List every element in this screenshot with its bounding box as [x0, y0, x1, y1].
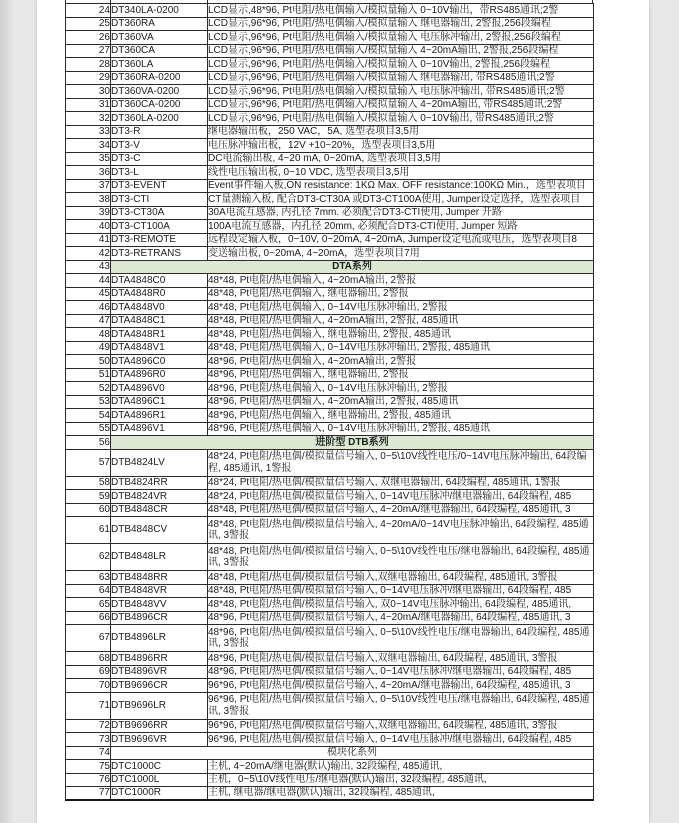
- description-cell: 48*48, Pt电阻/热电偶/模拟量信号输入, 4~20mA/继电器输出, 64段编程, 485通讯, 3: [208, 503, 594, 517]
- description-cell: 48*24, Pt电阻/热电偶/模拟量信号输入, 0~14V电压脉冲/继电器输出, 64段编程, 485: [208, 490, 594, 504]
- description-cell: 48*24, Pt电阻/热电偶/模拟量信号输入, 双继电器输出, 64段编程, 485通讯, 1警报: [208, 476, 594, 490]
- table-row: [66, 341, 594, 355]
- row-number-cell: 73: [66, 733, 111, 747]
- row-number-cell: 69: [66, 665, 111, 679]
- section-row: [66, 436, 594, 450]
- row-number-cell: 68: [66, 652, 111, 666]
- row-number-cell: 52: [66, 382, 111, 396]
- row-number-cell: 44: [66, 274, 111, 288]
- model-cell: DTB4896CR: [111, 611, 208, 625]
- table-row: [66, 625, 594, 652]
- row-number-cell: 54: [66, 409, 111, 423]
- model-cell: DTA4896V0: [111, 382, 208, 396]
- row-number-cell: 75: [66, 760, 111, 774]
- table-row: [66, 98, 594, 112]
- table-row: [66, 611, 594, 625]
- table-row: [66, 787, 594, 801]
- row-number-cell: 40: [66, 220, 111, 234]
- description-cell: 变送输出板, 0~20mA, 4~20mA，选型表项目7用: [208, 247, 594, 261]
- row-number-cell: 43: [66, 260, 111, 274]
- table-row: [66, 409, 594, 423]
- row-number-cell: 65: [66, 598, 111, 612]
- description-cell: CT量测输入板, 配合DT3-CT30A 或DT3-CT100A使用, Jumper设定选择，选型表项目: [208, 193, 594, 207]
- model-cell: DT3-CT100A: [111, 220, 208, 234]
- row-number-cell: 35: [66, 152, 111, 166]
- model-cell: DT3-CT30A: [111, 206, 208, 220]
- model-cell: DTB9696VR: [111, 733, 208, 747]
- model-cell: DTB4824LV: [111, 449, 208, 476]
- description-cell: 48*96, Pt电阻/热电偶输入, 0~14V电压脉冲输出, 2警报, 485通讯: [208, 422, 594, 436]
- row-number-cell: 63: [66, 571, 111, 585]
- row-number-cell: 49: [66, 341, 111, 355]
- description-cell: LCD显示,96*96, Pt电阻/热电偶输入/模拟量输入 4~20mA输出, 带RS485通讯;2警: [208, 98, 594, 112]
- row-number-cell: 71: [66, 692, 111, 719]
- description-cell: 线性电压输出板, 0~10 VDC, 选型表项目3,5用: [208, 166, 594, 180]
- row-number-cell: 48: [66, 328, 111, 342]
- model-cell: DTB4848RR: [111, 571, 208, 585]
- description-cell: 48*96, Pt电阻/热电偶输入, 4~20mA输出, 2警报, 485通讯: [208, 395, 594, 409]
- row-number-cell: 53: [66, 395, 111, 409]
- row-number-cell: 28: [66, 58, 111, 72]
- table-row: [66, 17, 594, 31]
- row-number-cell: 74: [66, 746, 111, 760]
- table-row: [66, 301, 594, 315]
- table-row: [66, 476, 594, 490]
- table-row: [66, 4, 594, 18]
- description-cell: 主机，0~5\10V线性电压/继电器(默认)输出, 32段编程, 485通讯,: [208, 773, 594, 787]
- row-number-cell: 29: [66, 71, 111, 85]
- row-number-cell: 34: [66, 139, 111, 153]
- model-cell: DT3-EVENT: [111, 179, 208, 193]
- model-cell: DTB4824RR: [111, 476, 208, 490]
- row-number-cell: 39: [66, 206, 111, 220]
- model-cell: DTB9696RR: [111, 719, 208, 733]
- table-row: [66, 490, 594, 504]
- section-row: [66, 746, 594, 760]
- section-row: [66, 260, 594, 274]
- model-cell: DTA4848V1: [111, 341, 208, 355]
- table-row: [66, 665, 594, 679]
- row-number-cell: 42: [66, 247, 111, 261]
- model-cell: DTA4896V1: [111, 422, 208, 436]
- model-cell: DT340LA-0200: [111, 4, 208, 18]
- model-cell: DT3-C: [111, 152, 208, 166]
- model-cell: DT360LA: [111, 58, 208, 72]
- model-cell: DT360LA-0200: [111, 112, 208, 126]
- row-number-cell: 33: [66, 125, 111, 139]
- table-row: [66, 58, 594, 72]
- description-cell: 48*24, Pt电阻/热电偶/模拟量信号输入, 0~5\10V线性电压/0~14V电压脉冲输出, 64段编程, 485通讯, 1警报: [208, 449, 594, 476]
- row-number-cell: 57: [66, 449, 111, 476]
- table-row: [66, 679, 594, 693]
- table-row: [66, 449, 594, 476]
- model-cell: DTA4848C1: [111, 314, 208, 328]
- row-number-cell: 70: [66, 679, 111, 693]
- row-number-cell: 64: [66, 584, 111, 598]
- model-cell: DTA4848R0: [111, 287, 208, 301]
- table-row: [66, 382, 594, 396]
- model-cell: DT3-CTI: [111, 193, 208, 207]
- description-cell: DC电流输出板, 4~20 mA, 0~20mA, 选型表项目3,5用: [208, 152, 594, 166]
- description-cell: 48*96, Pt电阻/热电偶/模拟量信号输入, 0~5\10V线性电压/继电器输出, 64段编程, 485通讯, 3警报: [208, 625, 594, 652]
- table-row: [66, 355, 594, 369]
- model-cell: DTA4896C1: [111, 395, 208, 409]
- description-cell: 96*96, Pt电阻/热电偶/模拟量信号输入, 4~20mA/继电器输出, 64段编程, 485通讯, 3: [208, 679, 594, 693]
- description-cell: 48*48, Pt电阻/热电偶输入, 4~20mA输出, 2警报: [208, 274, 594, 288]
- description-cell: 48*48, Pt电阻/热电偶输入, 0~14V电压脉冲输出, 2警报: [208, 301, 594, 315]
- model-cell: DTB4848CR: [111, 503, 208, 517]
- row-number-cell: 66: [66, 611, 111, 625]
- row-number-cell: 50: [66, 355, 111, 369]
- row-number-cell: 60: [66, 503, 111, 517]
- table-row: [66, 395, 594, 409]
- row-number-cell: 62: [66, 544, 111, 571]
- description-cell: Event事件输入板,ON resistance: 1KΩ Max. OFF resistance:100KΩ Min.，选型表项目: [208, 179, 594, 193]
- row-number-cell: 67: [66, 625, 111, 652]
- model-cell: DT360RA: [111, 17, 208, 31]
- model-cell: DTA4848V0: [111, 301, 208, 315]
- description-cell: 48*96, Pt电阻/热电偶输入, 0~14V电压脉冲输出, 2警报: [208, 382, 594, 396]
- row-number-cell: 41: [66, 233, 111, 247]
- table-row: [66, 206, 594, 220]
- description-cell: 48*48, Pt电阻/热电偶/模拟量信号输入,双继电器输出, 64段编程, 485通讯, 3警报: [208, 571, 594, 585]
- description-cell: 48*96, Pt电阻/热电偶输入, 4~20mA输出, 2警报: [208, 355, 594, 369]
- section-title: 进阶型 DTB系列: [111, 436, 594, 450]
- row-number-cell: 77: [66, 787, 111, 801]
- model-cell: DTA4896R1: [111, 409, 208, 423]
- row-number-cell: 38: [66, 193, 111, 207]
- description-cell: 主机, 继电器/继电器(默认)输出, 32段编程, 485通讯,: [208, 787, 594, 801]
- row-number-cell: 72: [66, 719, 111, 733]
- table-row: [66, 517, 594, 544]
- description-cell: 100A电流互感器，内孔径 20mm, 必须配合DT3-CTI使用, Jumper 短路: [208, 220, 594, 234]
- description-cell: LCD显示,96*96, Pt电阻/热电偶输入/模拟量输入 电压脉冲输出, 带RS485通讯;2警: [208, 85, 594, 99]
- description-cell: 30A电流互感器, 内孔径 7mm. 必须配合DT3-CTI使用, Jumper 开路: [208, 206, 594, 220]
- table-row: [66, 652, 594, 666]
- model-cell: DT360VA: [111, 31, 208, 45]
- row-number-cell: 37: [66, 179, 111, 193]
- table-row: [66, 287, 594, 301]
- row-number-cell: 56: [66, 436, 111, 450]
- description-cell: 48*48, Pt电阻/热电偶/模拟量信号输入, 0~14V电压脉冲/继电器输出, 64段编程, 485: [208, 584, 594, 598]
- table-row: [66, 112, 594, 126]
- table-row: [66, 544, 594, 571]
- model-cell: DTA4848C0: [111, 274, 208, 288]
- model-cell: DTB4896VR: [111, 665, 208, 679]
- table-row: [66, 760, 594, 774]
- description-cell: 48*48, Pt电阻/热电偶输入, 继电器输出, 2警报, 485通讯: [208, 328, 594, 342]
- model-cell: DT3-REMOTE: [111, 233, 208, 247]
- row-number-cell: 30: [66, 85, 111, 99]
- row-number-cell: 31: [66, 98, 111, 112]
- description-cell: LCD显示,96*96, Pt电阻/热电偶输入/模拟量输入 0~10V输出, 带RS485通讯;2警: [208, 112, 594, 126]
- row-number-cell: 32: [66, 112, 111, 126]
- model-cell: DT360CA: [111, 44, 208, 58]
- page-left-shadow: [0, 0, 14, 823]
- description-cell: 48*96, Pt电阻/热电偶输入, 继电器输出, 2警报: [208, 368, 594, 382]
- table-row: [66, 31, 594, 45]
- document-paper: [37, 0, 649, 823]
- description-cell: LCD显示,96*96, Pt电阻/热电偶输入/模拟量输入 继电器输出, 2警报,256段编程: [208, 17, 594, 31]
- model-cell: DTB4848CV: [111, 517, 208, 544]
- description-cell: LCD显示,96*96, Pt电阻/热电偶输入/模拟量输入 继电器输出, 带RS485通讯;2警: [208, 71, 594, 85]
- model-cell: DT360VA-0200: [111, 85, 208, 99]
- table-row: [66, 422, 594, 436]
- description-cell: 远程设定输入板，0~10V, 0~20mA, 4~20mA, Jumper设定电流或电压，选型表项目8: [208, 233, 594, 247]
- model-cell: DTC1000C: [111, 760, 208, 774]
- model-cell: DT3-R: [111, 125, 208, 139]
- description-cell: 48*48, Pt电阻/热电偶/模拟量信号输入, 双0~14V电压脉冲输出, 64段编程, 485通讯,: [208, 598, 594, 612]
- description-cell: 48*48, Pt电阻/热电偶/模拟量信号输入, 4~20mA/0~14V电压脉冲输出, 64段编程, 485通讯, 3警报: [208, 517, 594, 544]
- table-row: [66, 152, 594, 166]
- model-cell: DT3-RETRANS: [111, 247, 208, 261]
- table-row: [66, 274, 594, 288]
- row-number-cell: 59: [66, 490, 111, 504]
- section-title: 模块化系列: [111, 746, 594, 760]
- table-row: [66, 584, 594, 598]
- model-cell: DT3-L: [111, 166, 208, 180]
- model-cell: DT3-V: [111, 139, 208, 153]
- model-cell: DTB4848VV: [111, 598, 208, 612]
- row-number-cell: 61: [66, 517, 111, 544]
- description-cell: 48*96, Pt电阻/热电偶/模拟量信号输入, 4~20mA/继电器输出, 64段编程, 485通讯, 3: [208, 611, 594, 625]
- row-number-cell: 36: [66, 166, 111, 180]
- description-cell: 96*96, Pt电阻/热电偶/模拟量信号输入,双继电器输出, 64段编程, 485通讯, 3警报: [208, 719, 594, 733]
- description-cell: 48*96, Pt电阻/热电偶输入, 继电器输出, 2警报, 485通讯: [208, 409, 594, 423]
- table-row: [66, 598, 594, 612]
- description-cell: 48*48, Pt电阻/热电偶输入, 0~14V电压脉冲输出, 2警报, 485通讯: [208, 341, 594, 355]
- model-cell: DTA4848R1: [111, 328, 208, 342]
- description-cell: 48*48, Pt电阻/热电偶/模拟量信号输入, 0~5\10V线性电压/继电器输出, 64段编程, 485通讯, 3警报: [208, 544, 594, 571]
- table-row: [66, 193, 594, 207]
- table-row: [66, 166, 594, 180]
- table-row: [66, 247, 594, 261]
- description-cell: LCD显示,48*96, Pt电阻/热电偶输入/模拟量输入 0~10V输出，带RS485通讯;2警: [208, 4, 594, 18]
- table-row: [66, 233, 594, 247]
- description-cell: 96*96, Pt电阻/热电偶/模拟量信号输入, 0~14V电压脉冲/继电器输出, 64段编程, 485: [208, 733, 594, 747]
- description-cell: LCD显示,96*96, Pt电阻/热电偶输入/模拟量输入 4~20mA输出, 2警报,256段编程: [208, 44, 594, 58]
- model-cell: DTB4896LR: [111, 625, 208, 652]
- description-cell: 继电器输出板，250 VAC，5A, 选型表项目3,5用: [208, 125, 594, 139]
- description-cell: 96*96, Pt电阻/热电偶/模拟量信号输入, 0~5\10V线性电压/继电器输出, 64段编程, 485通讯, 3警报: [208, 692, 594, 719]
- row-number-cell: 58: [66, 476, 111, 490]
- table-row: [66, 773, 594, 787]
- table-row: [66, 328, 594, 342]
- section-title: DTA系列: [111, 260, 594, 274]
- description-cell: 48*48, Pt电阻/热电偶输入, 继电器输出, 2警报: [208, 287, 594, 301]
- model-cell: DT360RA-0200: [111, 71, 208, 85]
- description-cell: LCD显示,96*96, Pt电阻/热电偶输入/模拟量输入 0~10V输出, 2警报,256段编程: [208, 58, 594, 72]
- table-row: [66, 314, 594, 328]
- table-row: [66, 368, 594, 382]
- row-number-cell: 27: [66, 44, 111, 58]
- model-cell: DT360CA-0200: [111, 98, 208, 112]
- row-number-cell: 26: [66, 31, 111, 45]
- table-row: [66, 139, 594, 153]
- table-row: [66, 733, 594, 747]
- model-cell: DTA4896C0: [111, 355, 208, 369]
- table-row: [66, 125, 594, 139]
- table-row: [66, 85, 594, 99]
- model-cell: DTB9696LR: [111, 692, 208, 719]
- row-number-cell: 24: [66, 4, 111, 18]
- model-cell: DTB4848VR: [111, 584, 208, 598]
- description-cell: 主机, 4~20mA/继电器(默认)输出, 32段编程, 485通讯,: [208, 760, 594, 774]
- table-row: [66, 220, 594, 234]
- description-cell: 48*48, Pt电阻/热电偶输入, 4~20mA输出, 2警报, 485通讯: [208, 314, 594, 328]
- model-cell: DTB4824VR: [111, 490, 208, 504]
- product-selection-table: [65, 3, 594, 801]
- description-cell: 48*96, Pt电阻/热电偶/模拟量信号输入, 0~14V电压脉冲/继电器输出, 64段编程, 485: [208, 665, 594, 679]
- row-number-cell: 45: [66, 287, 111, 301]
- row-number-cell: 55: [66, 422, 111, 436]
- row-number-cell: 46: [66, 301, 111, 315]
- model-cell: DTB4896RR: [111, 652, 208, 666]
- table-row: [66, 719, 594, 733]
- model-cell: DTC1000R: [111, 787, 208, 801]
- model-cell: DTC1000L: [111, 773, 208, 787]
- description-cell: 48*96, Pt电阻/热电偶/模拟量信号输入,双继电器输出, 64段编程, 485通讯, 3警报: [208, 652, 594, 666]
- model-cell: DTA4896R0: [111, 368, 208, 382]
- row-number-cell: 25: [66, 17, 111, 31]
- table-row: [66, 179, 594, 193]
- table-row: [66, 44, 594, 58]
- description-cell: LCD显示,96*96, Pt电阻/热电偶输入/模拟量输入 电压脉冲输出, 2警报,256段编程: [208, 31, 594, 45]
- row-number-cell: 51: [66, 368, 111, 382]
- model-cell: DTB4848LR: [111, 544, 208, 571]
- model-cell: DTB9696CR: [111, 679, 208, 693]
- row-number-cell: 76: [66, 773, 111, 787]
- table-row: [66, 71, 594, 85]
- row-number-cell: 47: [66, 314, 111, 328]
- table-row: [66, 503, 594, 517]
- table-row: [66, 692, 594, 719]
- table-row: [66, 571, 594, 585]
- description-cell: 电压脉冲输出板，12V +10~20%，选型表项目3,5用: [208, 139, 594, 153]
